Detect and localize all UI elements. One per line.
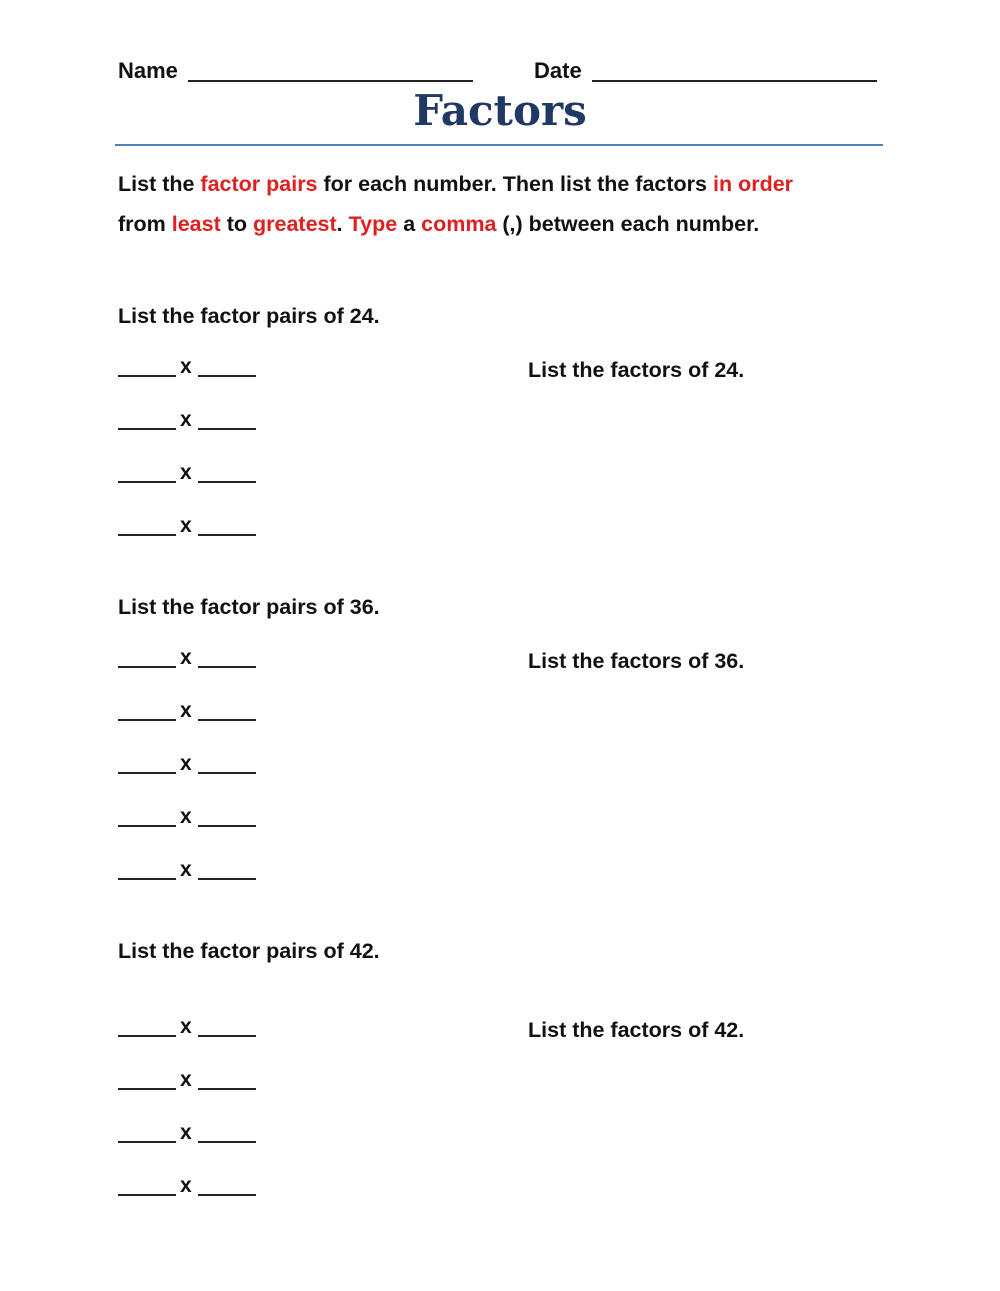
name-field[interactable] bbox=[188, 80, 473, 82]
instructions-line-2 bbox=[118, 204, 759, 244]
factor-pair-row bbox=[118, 860, 258, 884]
name-label: Name bbox=[118, 58, 178, 83]
factor-blank-left[interactable] bbox=[118, 825, 176, 827]
page-title: Factors bbox=[413, 86, 587, 135]
multiply-sign: x bbox=[180, 461, 192, 484]
factor-pair-row bbox=[118, 516, 258, 540]
factor-pair-row bbox=[118, 648, 258, 672]
factor-blank-left[interactable] bbox=[118, 878, 176, 880]
factor-blank-left[interactable] bbox=[118, 1194, 176, 1196]
factor-blank-right[interactable] bbox=[198, 481, 256, 483]
factor-pair-row bbox=[118, 463, 258, 487]
highlight-text: comma bbox=[421, 212, 497, 236]
factors-label: List the factors of 36. bbox=[528, 649, 745, 673]
factor-pair-row bbox=[118, 357, 258, 381]
multiply-sign: x bbox=[180, 514, 192, 537]
factor-pair-row bbox=[118, 807, 258, 831]
instructions-line-1 bbox=[118, 164, 793, 204]
factor-blank-right[interactable] bbox=[198, 719, 256, 721]
factor-blank-right[interactable] bbox=[198, 772, 256, 774]
instruction-text: . bbox=[336, 212, 349, 236]
factor-blank-left[interactable] bbox=[118, 481, 176, 483]
multiply-sign: x bbox=[180, 699, 192, 722]
factor-blank-right[interactable] bbox=[198, 1194, 256, 1196]
factors-label: List the factors of 42. bbox=[528, 1018, 745, 1042]
section-heading: List the factor pairs of 24. bbox=[118, 304, 380, 328]
factor-blank-right[interactable] bbox=[198, 428, 256, 430]
instruction-text: List the bbox=[118, 172, 201, 196]
multiply-sign: x bbox=[180, 1121, 192, 1144]
section-heading: List the factor pairs of 36. bbox=[118, 595, 380, 619]
factor-blank-right[interactable] bbox=[198, 1141, 256, 1143]
factor-blank-right[interactable] bbox=[198, 878, 256, 880]
multiply-sign: x bbox=[180, 355, 192, 378]
section-heading: List the factor pairs of 42. bbox=[118, 939, 380, 963]
multiply-sign: x bbox=[180, 805, 192, 828]
factor-pair-row bbox=[118, 410, 258, 434]
multiply-sign: x bbox=[180, 408, 192, 431]
factor-blank-right[interactable] bbox=[198, 534, 256, 536]
factor-blank-left[interactable] bbox=[118, 772, 176, 774]
highlight-text: in order bbox=[712, 172, 794, 196]
title-divider bbox=[115, 144, 883, 146]
factors-label: List the factors of 24. bbox=[528, 358, 745, 382]
factor-blank-left[interactable] bbox=[118, 666, 176, 668]
factor-blank-left[interactable] bbox=[118, 719, 176, 721]
multiply-sign: x bbox=[180, 1015, 192, 1038]
instruction-text: (,) between each number. bbox=[496, 212, 760, 236]
factor-blank-left[interactable] bbox=[118, 1088, 176, 1090]
factor-pair-row bbox=[118, 1123, 258, 1147]
multiply-sign: x bbox=[180, 1068, 192, 1091]
date-field[interactable] bbox=[592, 80, 877, 82]
instruction-text: for each number. Then list the factors bbox=[317, 172, 713, 196]
factor-pair-row bbox=[118, 701, 258, 725]
multiply-sign: x bbox=[180, 646, 192, 669]
multiply-sign: x bbox=[180, 858, 192, 881]
highlight-text: greatest bbox=[253, 212, 337, 236]
factor-blank-right[interactable] bbox=[198, 375, 256, 377]
instruction-text: from bbox=[118, 212, 172, 236]
date-label: Date bbox=[534, 58, 582, 83]
factor-pair-row bbox=[118, 1070, 258, 1094]
factor-blank-right[interactable] bbox=[198, 1035, 256, 1037]
factor-blank-left[interactable] bbox=[118, 534, 176, 536]
factor-blank-left[interactable] bbox=[118, 428, 176, 430]
instruction-text: to bbox=[220, 212, 254, 236]
multiply-sign: x bbox=[180, 752, 192, 775]
factor-blank-right[interactable] bbox=[198, 825, 256, 827]
factor-pair-row bbox=[118, 1017, 258, 1041]
factor-blank-right[interactable] bbox=[198, 666, 256, 668]
factor-pair-row bbox=[118, 754, 258, 778]
factor-blank-left[interactable] bbox=[118, 1035, 176, 1037]
highlight-text: Type bbox=[348, 212, 398, 236]
instruction-text: a bbox=[397, 212, 422, 236]
highlight-text: factor pairs bbox=[200, 172, 318, 196]
factor-blank-left[interactable] bbox=[118, 375, 176, 377]
highlight-text: least bbox=[171, 212, 221, 236]
factor-pair-row bbox=[118, 1176, 258, 1200]
multiply-sign: x bbox=[180, 1174, 192, 1197]
factor-blank-left[interactable] bbox=[118, 1141, 176, 1143]
factor-blank-right[interactable] bbox=[198, 1088, 256, 1090]
